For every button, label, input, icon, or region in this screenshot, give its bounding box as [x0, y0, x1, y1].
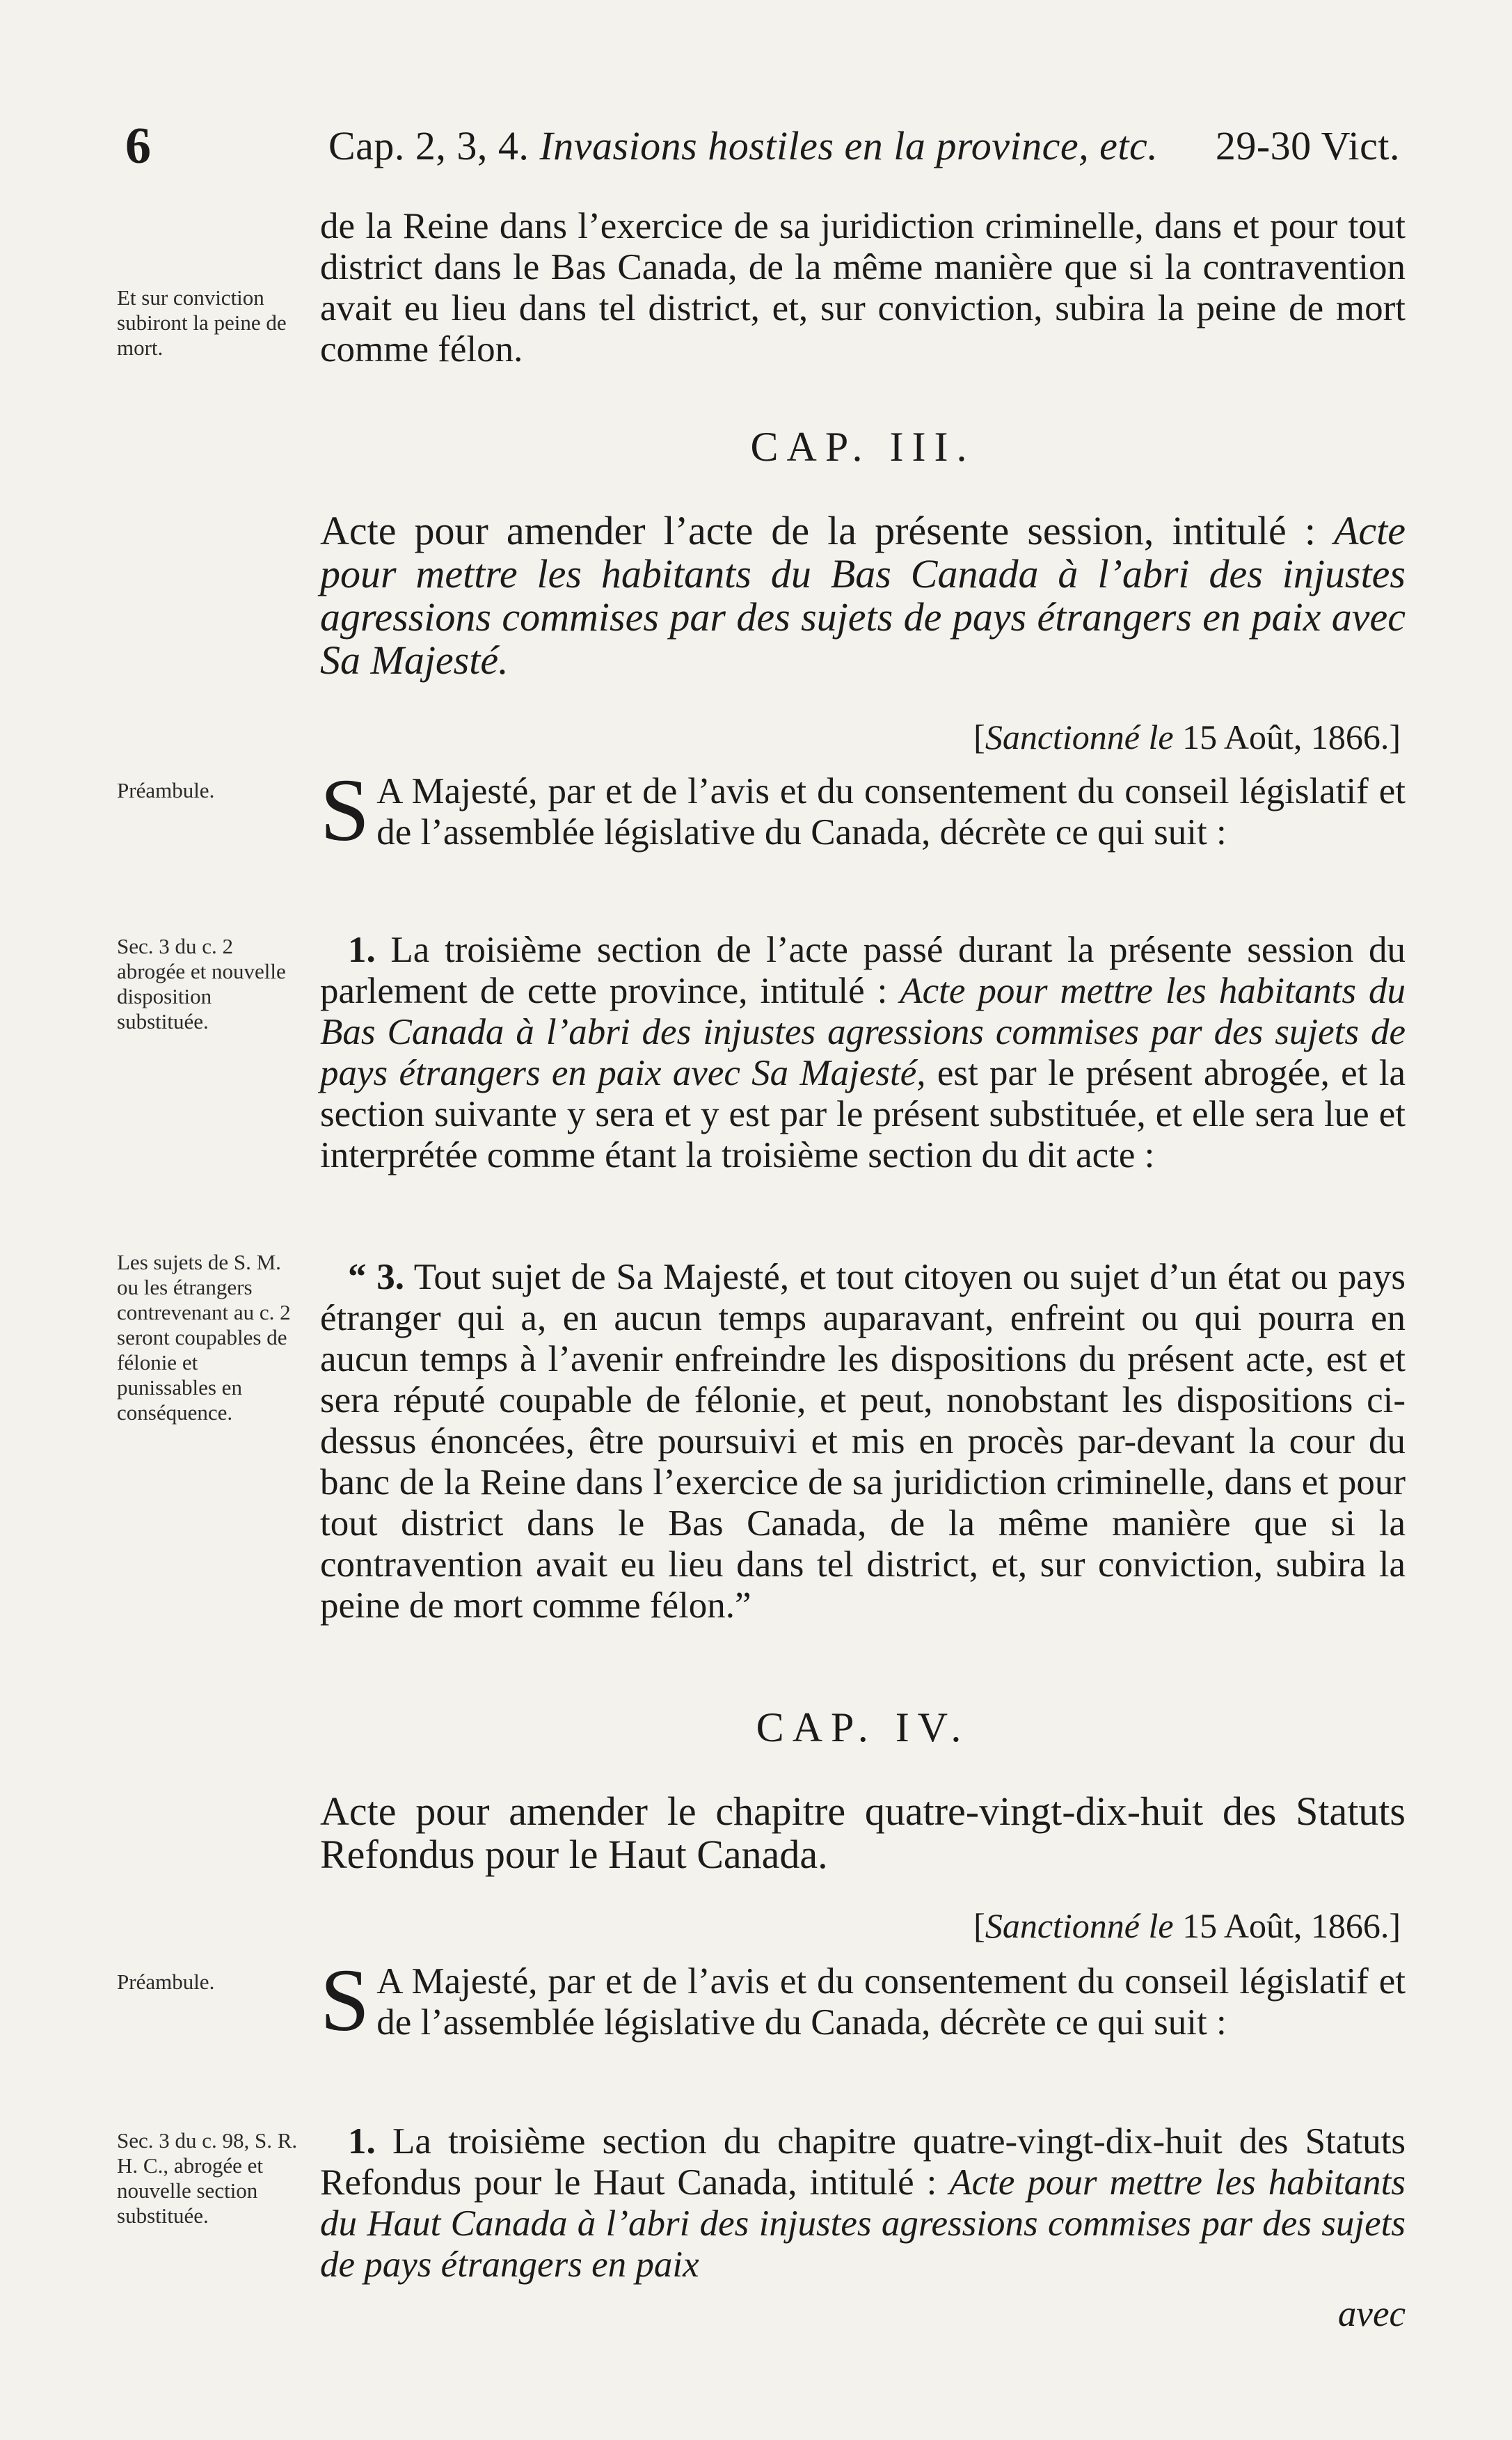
cap4-heading: CAP. IV.: [756, 1704, 970, 1750]
running-title-right: 29-30 Vict.: [1215, 123, 1400, 168]
cap3-heading: CAP. III.: [750, 424, 976, 470]
cap4-sec1-text-italic: Acte pour mettre les habitants du Haut Canada à l’abri des injustes agressions commises par des sujets de pays étrangers en paix: [320, 2162, 1406, 2285]
cap4-dropcap: S: [320, 1951, 370, 2050]
cap3-preamble-note: Préambule.: [117, 778, 215, 802]
cap3-sec1-text-a: La troisième section de l’acte passé durant la présente session du parlement de cette province, intitulé :: [320, 930, 1406, 1011]
cap3-sec1-number: 1.: [348, 930, 376, 970]
cap4-sanction: [Sanctionné le 15 Août, 1866.]: [973, 1906, 1401, 1945]
cap3-sec3-note: Les sujets de S. M. ou les étrangers contrevenant au c. 2 seront coupables de félonie et punissables en conséquence.: [117, 1250, 291, 1425]
cap4-sec1-number: 1.: [348, 2121, 376, 2162]
continued-paragraph: de la Reine dans l’exercice de sa juridiction criminelle, dans et pour tout district dans le Bas Canada, de la même manière que si la contravention avait eu lieu dans tel district, et, sur conviction, subira la peine de mort comme félon.: [320, 206, 1406, 370]
cap4-sec1-text-a: La troisième section du chapitre quatre-vingt-dix-huit des Statuts Refondus pour le Haut Canada, intitulé :: [320, 2121, 1406, 2203]
running-title-roman: Cap. 2, 3, 4.: [328, 123, 530, 168]
cap4-sanction-date: 15 Août, 1866.: [1182, 1906, 1390, 1945]
cap4-preamble-note: Préambule.: [117, 1970, 215, 1994]
cap4-preamble-text: A Majesté, par et de l’avis et du consentement du conseil législatif et de l’assemblée législative du Canada, décrète ce qui suit :: [376, 1961, 1406, 2043]
cap3-sanction-date: 15 Août, 1866.: [1182, 718, 1390, 756]
cap3-section-3: [320, 1257, 1406, 1626]
cap4-sec1-note: Sec. 3 du c. 98, S. R. H. C., abrogée et nouvelle section substituée.: [117, 2128, 298, 2228]
cap3-section-1: [320, 930, 1406, 1176]
cap3-preamble: [320, 761, 1406, 859]
cap3-sec3-number: “ 3.: [348, 1257, 404, 1297]
page-number: 6: [125, 118, 151, 175]
catchword: avec: [1337, 2294, 1406, 2334]
cap3-sec3-text: Tout sujet de Sa Majesté, et tout citoyen ou sujet d’un état ou pays étranger qui a, en aucun temps auparavant, enfreint ou qui pourra en aucun temps à l’avenir enfreindre les dispositions du présent acte, est et sera réputé coupable de félonie, et peut, nonobstant les dispositions ci-dessus énoncées, être poursuivi et mis en procès par-devant la cour du banc de la Reine dans l’exercice de sa juridiction criminelle, dans et pour tout district dans le Bas Canada, de la même manière que si la contravention avait eu lieu dans tel district, et, sur conviction, subira la peine de mort comme félon.”: [320, 1257, 1406, 1626]
cap3-title-italic: Acte pour mettre les habitants du Bas Canada à l’abri des injustes agressions commises par des sujets de pays étrangers en paix avec Sa Majesté.: [320, 508, 1406, 683]
margin-note-conviction: Et sur conviction subiront la peine de mort.: [117, 285, 287, 360]
cap3-sanction: [Sanctionné le 15 Août, 1866.]: [973, 718, 1401, 756]
cap3-title: [320, 509, 1406, 682]
cap3-sec1-text-b: est par le présent abrogée, et la section suivante y sera et y est par le présent substituée, et elle sera lue et interprétée comme étant la troisième section du dit acte :: [320, 1053, 1406, 1175]
cap4-title: Acte pour amender le chapitre quatre-vingt-dix-huit des Statuts Refondus pour le Haut Canada.: [320, 1789, 1406, 1877]
cap4-section-1: [320, 2121, 1406, 2285]
cap3-sec1-text-italic: Acte pour mettre les habitants du Bas Canada à l’abri des injustes agressions commises par des sujets de pays étrangers en paix avec Sa Majesté,: [320, 971, 1406, 1093]
running-head-left: [328, 122, 1158, 169]
cap3-preamble-text: A Majesté, par et de l’avis et du consentement du conseil législatif et de l’assemblée législative du Canada, décrète ce qui suit :: [376, 771, 1406, 853]
cap4-sanction-label: Sanctionné le: [985, 1906, 1174, 1945]
cap3-title-plain: Acte pour amender l’acte de la présente session, intitulé :: [320, 508, 1316, 553]
cap3-dropcap: S: [320, 761, 370, 859]
running-title-italic: Invasions hostiles en la province, etc.: [539, 123, 1159, 168]
cap3-sec1-note: Sec. 3 du c. 2 abrogée et nouvelle disposition substituée.: [117, 934, 286, 1033]
cap4-preamble: [320, 1951, 1406, 2050]
cap3-sanction-label: Sanctionné le: [985, 718, 1174, 756]
